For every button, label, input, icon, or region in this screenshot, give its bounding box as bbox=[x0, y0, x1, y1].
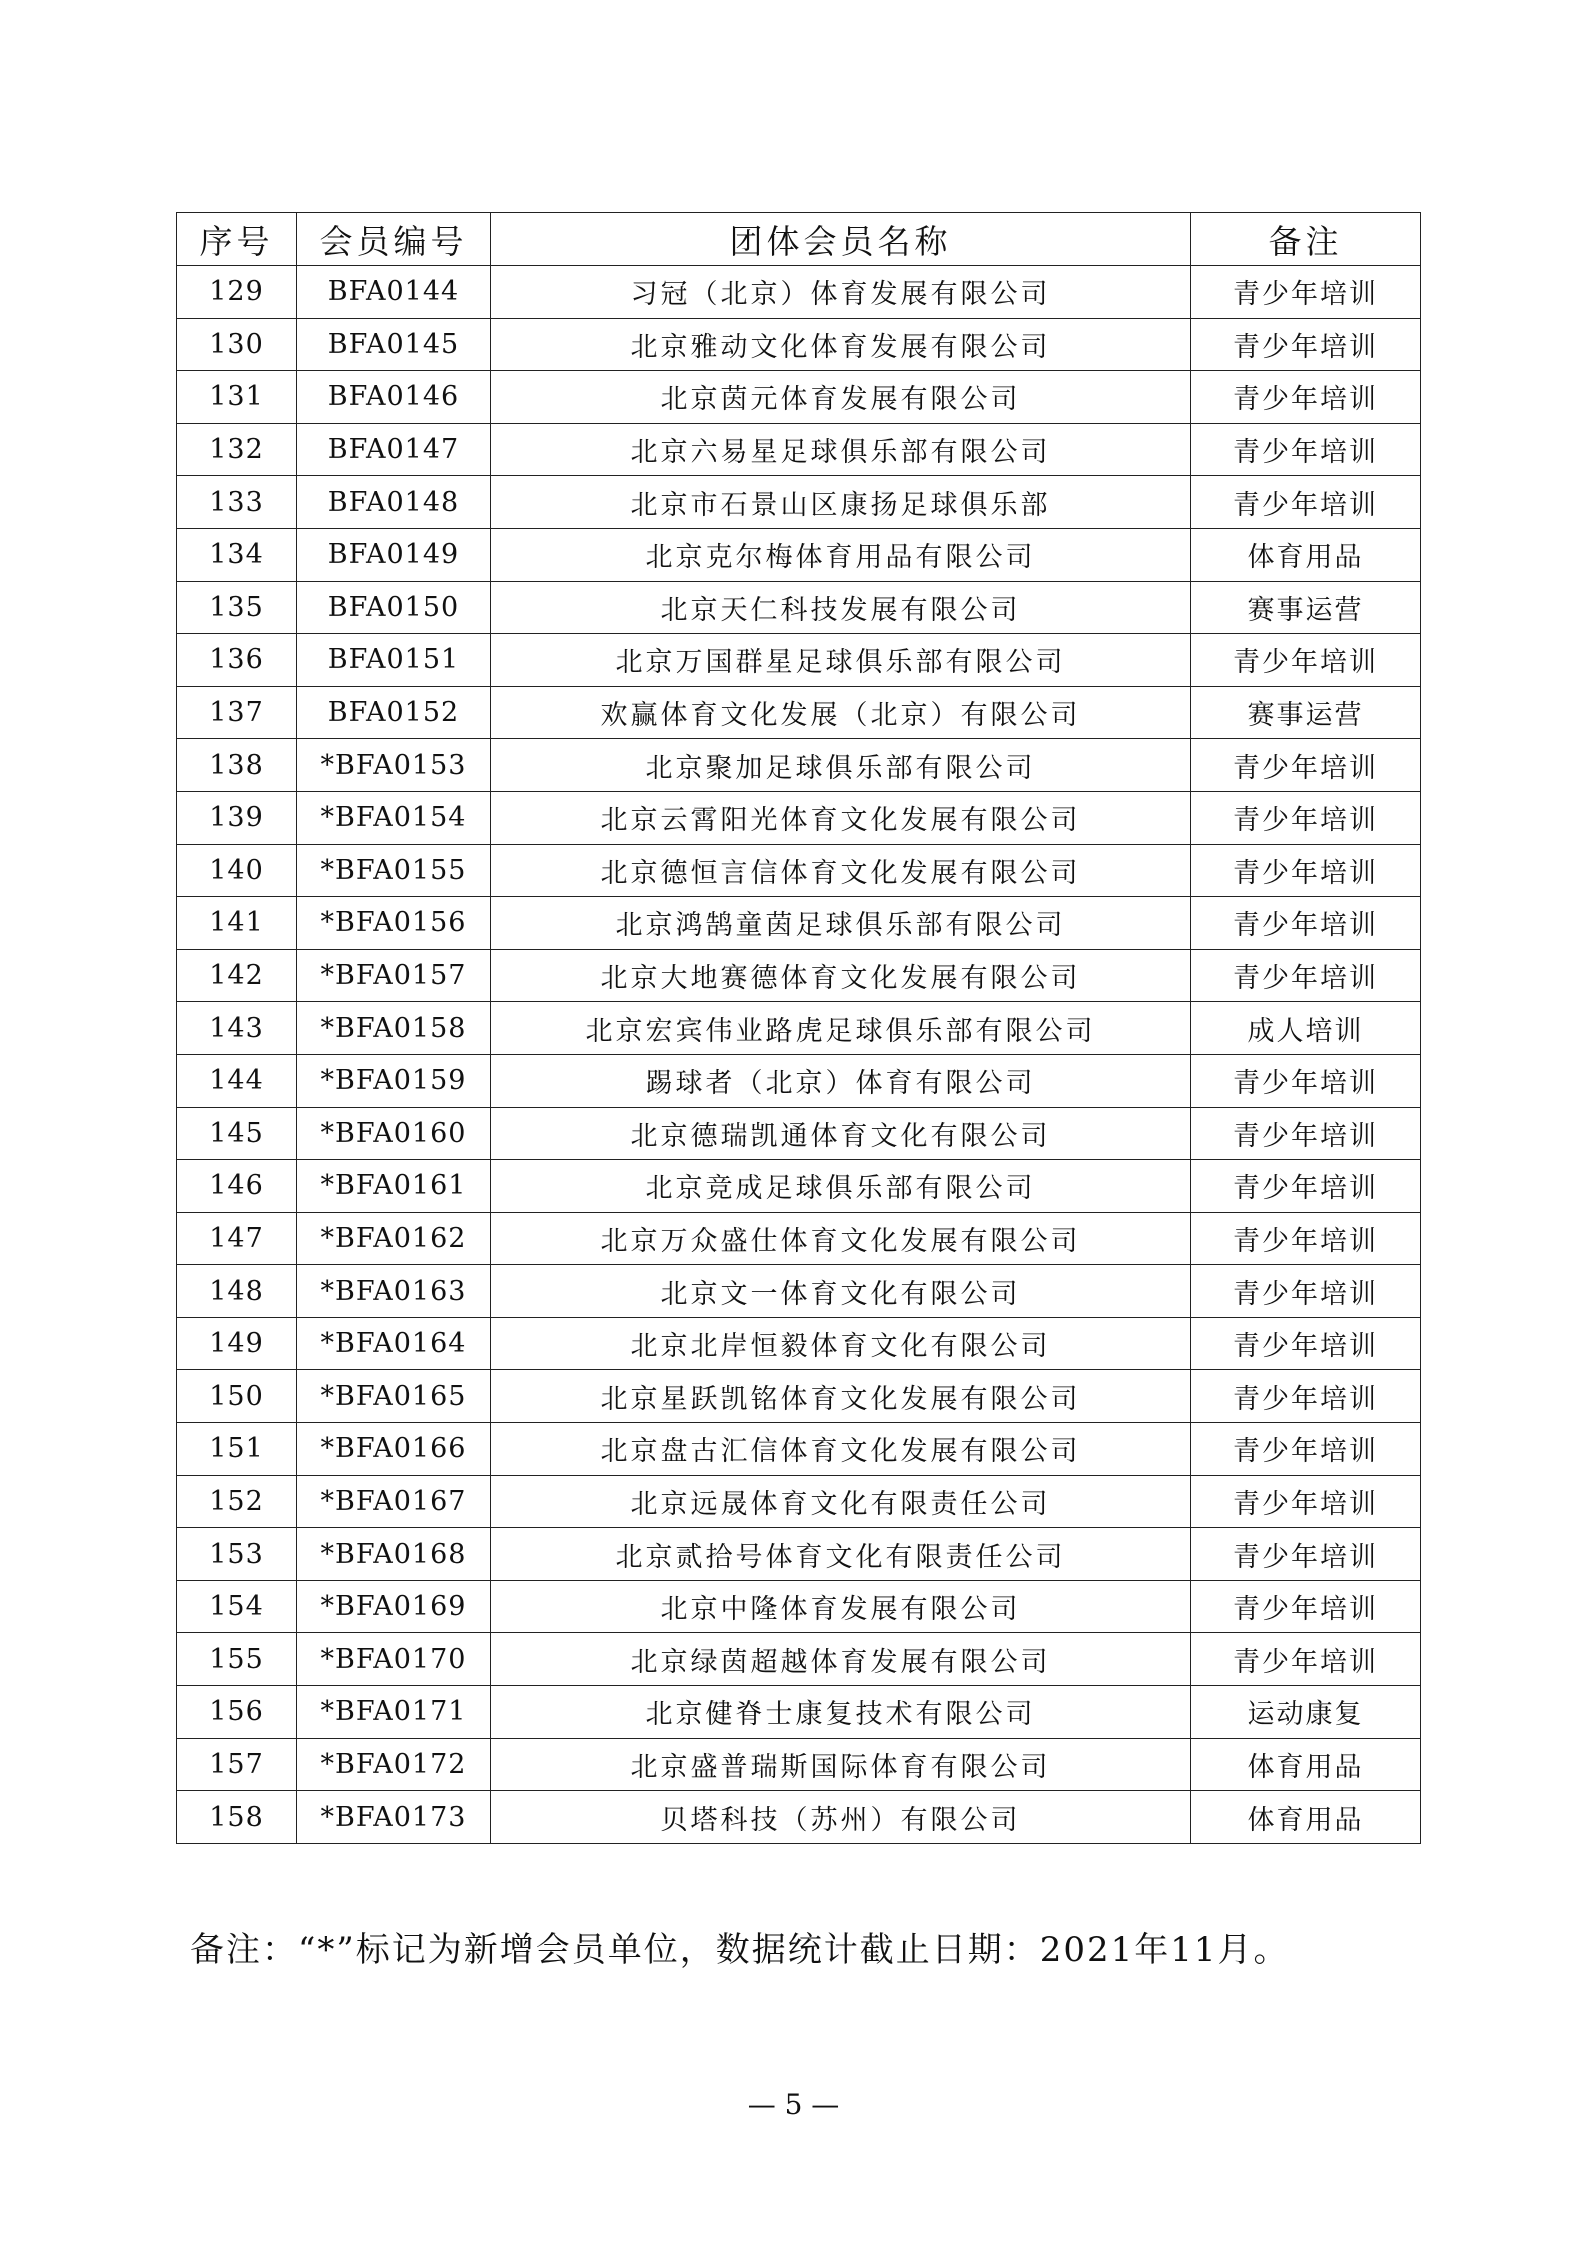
cell-code: *BFA0158 bbox=[297, 1002, 491, 1055]
cell-seq: 140 bbox=[177, 844, 297, 897]
cell-name: 北京贰拾号体育文化有限责任公司 bbox=[491, 1528, 1191, 1581]
cell-code: BFA0150 bbox=[297, 581, 491, 634]
cell-name: 北京星跃凯铭体育文化发展有限公司 bbox=[491, 1370, 1191, 1423]
cell-code: BFA0152 bbox=[297, 686, 491, 739]
cell-name: 踢球者（北京）体育有限公司 bbox=[491, 1054, 1191, 1107]
cell-seq: 148 bbox=[177, 1265, 297, 1318]
cell-code: BFA0149 bbox=[297, 528, 491, 581]
table-row bbox=[177, 634, 1421, 687]
table-row bbox=[177, 1002, 1421, 1055]
table-row bbox=[177, 686, 1421, 739]
cell-seq: 144 bbox=[177, 1054, 297, 1107]
table-row bbox=[177, 949, 1421, 1002]
cell-seq: 149 bbox=[177, 1317, 297, 1370]
table-row bbox=[177, 1738, 1421, 1791]
cell-seq: 155 bbox=[177, 1633, 297, 1686]
table-row bbox=[177, 318, 1421, 371]
cell-remark: 青少年培训 bbox=[1191, 897, 1421, 950]
cell-remark: 青少年培训 bbox=[1191, 1528, 1421, 1581]
cell-name: 北京文一体育文化有限公司 bbox=[491, 1265, 1191, 1318]
cell-remark: 青少年培训 bbox=[1191, 1633, 1421, 1686]
cell-remark: 体育用品 bbox=[1191, 1738, 1421, 1791]
cell-name: 北京克尔梅体育用品有限公司 bbox=[491, 528, 1191, 581]
cell-code: *BFA0154 bbox=[297, 791, 491, 844]
cell-code: BFA0151 bbox=[297, 634, 491, 687]
cell-seq: 133 bbox=[177, 476, 297, 529]
cell-seq: 157 bbox=[177, 1738, 297, 1791]
table-body bbox=[177, 266, 1421, 1844]
cell-code: *BFA0164 bbox=[297, 1317, 491, 1370]
cell-seq: 158 bbox=[177, 1791, 297, 1844]
table-row bbox=[177, 1212, 1421, 1265]
table-row bbox=[177, 1054, 1421, 1107]
footnote: 备注：“*”标记为新增会员单位，数据统计截止日期：2021年11月。 bbox=[190, 1930, 1290, 1970]
cell-seq: 137 bbox=[177, 686, 297, 739]
cell-name: 北京雅动文化体育发展有限公司 bbox=[491, 318, 1191, 371]
table-row bbox=[177, 1160, 1421, 1213]
cell-code: *BFA0166 bbox=[297, 1423, 491, 1476]
cell-seq: 130 bbox=[177, 318, 297, 371]
cell-code: *BFA0153 bbox=[297, 739, 491, 792]
table-row bbox=[177, 266, 1421, 319]
table-row bbox=[177, 1686, 1421, 1739]
cell-code: BFA0147 bbox=[297, 423, 491, 476]
cell-code: *BFA0162 bbox=[297, 1212, 491, 1265]
cell-name: 北京万国群星足球俱乐部有限公司 bbox=[491, 634, 1191, 687]
cell-code: *BFA0170 bbox=[297, 1633, 491, 1686]
cell-remark: 青少年培训 bbox=[1191, 1107, 1421, 1160]
header-name: 团体会员名称 bbox=[491, 213, 1191, 266]
cell-seq: 138 bbox=[177, 739, 297, 792]
cell-remark: 青少年培训 bbox=[1191, 1423, 1421, 1476]
cell-name: 北京六易星足球俱乐部有限公司 bbox=[491, 423, 1191, 476]
cell-name: 北京盛普瑞斯国际体育有限公司 bbox=[491, 1738, 1191, 1791]
cell-name: 贝塔科技（苏州）有限公司 bbox=[491, 1791, 1191, 1844]
cell-code: *BFA0160 bbox=[297, 1107, 491, 1160]
table-row bbox=[177, 1423, 1421, 1476]
table-row bbox=[177, 1633, 1421, 1686]
cell-seq: 132 bbox=[177, 423, 297, 476]
cell-seq: 142 bbox=[177, 949, 297, 1002]
cell-seq: 131 bbox=[177, 371, 297, 424]
table-row bbox=[177, 1475, 1421, 1528]
cell-seq: 136 bbox=[177, 634, 297, 687]
table-row bbox=[177, 897, 1421, 950]
cell-remark: 青少年培训 bbox=[1191, 266, 1421, 319]
cell-name: 北京聚加足球俱乐部有限公司 bbox=[491, 739, 1191, 792]
member-table bbox=[176, 212, 1421, 1844]
cell-code: BFA0146 bbox=[297, 371, 491, 424]
cell-seq: 143 bbox=[177, 1002, 297, 1055]
cell-seq: 151 bbox=[177, 1423, 297, 1476]
cell-code: *BFA0161 bbox=[297, 1160, 491, 1213]
cell-remark: 青少年培训 bbox=[1191, 1317, 1421, 1370]
table-row bbox=[177, 371, 1421, 424]
cell-remark: 体育用品 bbox=[1191, 1791, 1421, 1844]
table-row bbox=[177, 1580, 1421, 1633]
cell-remark: 青少年培训 bbox=[1191, 739, 1421, 792]
cell-remark: 青少年培训 bbox=[1191, 476, 1421, 529]
cell-name: 北京健脊士康复技术有限公司 bbox=[491, 1686, 1191, 1739]
cell-name: 北京德瑞凯通体育文化有限公司 bbox=[491, 1107, 1191, 1160]
cell-remark: 青少年培训 bbox=[1191, 371, 1421, 424]
cell-code: *BFA0168 bbox=[297, 1528, 491, 1581]
table-row bbox=[177, 791, 1421, 844]
cell-code: BFA0148 bbox=[297, 476, 491, 529]
cell-remark: 青少年培训 bbox=[1191, 1054, 1421, 1107]
cell-name: 北京鸿鹄童茵足球俱乐部有限公司 bbox=[491, 897, 1191, 950]
table-header-row bbox=[177, 213, 1421, 266]
cell-remark: 赛事运营 bbox=[1191, 686, 1421, 739]
cell-remark: 青少年培训 bbox=[1191, 1475, 1421, 1528]
cell-name: 北京绿茵超越体育发展有限公司 bbox=[491, 1633, 1191, 1686]
cell-remark: 青少年培训 bbox=[1191, 634, 1421, 687]
cell-remark: 青少年培训 bbox=[1191, 1265, 1421, 1318]
header-code: 会员编号 bbox=[297, 213, 491, 266]
cell-seq: 139 bbox=[177, 791, 297, 844]
table-row bbox=[177, 581, 1421, 634]
table-row bbox=[177, 1317, 1421, 1370]
table-row bbox=[177, 1791, 1421, 1844]
table-row bbox=[177, 739, 1421, 792]
cell-name: 北京宏宾伟业路虎足球俱乐部有限公司 bbox=[491, 1002, 1191, 1055]
cell-code: *BFA0173 bbox=[297, 1791, 491, 1844]
cell-remark: 青少年培训 bbox=[1191, 423, 1421, 476]
cell-code: *BFA0172 bbox=[297, 1738, 491, 1791]
table-row bbox=[177, 1265, 1421, 1318]
cell-remark: 青少年培训 bbox=[1191, 1212, 1421, 1265]
cell-seq: 150 bbox=[177, 1370, 297, 1423]
cell-name: 北京北岸恒毅体育文化有限公司 bbox=[491, 1317, 1191, 1370]
cell-seq: 129 bbox=[177, 266, 297, 319]
cell-code: *BFA0169 bbox=[297, 1580, 491, 1633]
cell-name: 北京盘古汇信体育文化发展有限公司 bbox=[491, 1423, 1191, 1476]
table-row bbox=[177, 476, 1421, 529]
cell-seq: 135 bbox=[177, 581, 297, 634]
cell-seq: 154 bbox=[177, 1580, 297, 1633]
cell-remark: 青少年培训 bbox=[1191, 1370, 1421, 1423]
cell-seq: 156 bbox=[177, 1686, 297, 1739]
cell-code: *BFA0171 bbox=[297, 1686, 491, 1739]
cell-code: *BFA0163 bbox=[297, 1265, 491, 1318]
cell-name: 北京万众盛仕体育文化发展有限公司 bbox=[491, 1212, 1191, 1265]
cell-remark: 赛事运营 bbox=[1191, 581, 1421, 634]
cell-code: *BFA0157 bbox=[297, 949, 491, 1002]
cell-seq: 147 bbox=[177, 1212, 297, 1265]
cell-name: 北京茵元体育发展有限公司 bbox=[491, 371, 1191, 424]
cell-remark: 青少年培训 bbox=[1191, 318, 1421, 371]
cell-seq: 146 bbox=[177, 1160, 297, 1213]
header-remark: 备注 bbox=[1191, 213, 1421, 266]
table-row bbox=[177, 423, 1421, 476]
header-seq: 序号 bbox=[177, 213, 297, 266]
cell-seq: 152 bbox=[177, 1475, 297, 1528]
table-row bbox=[177, 1528, 1421, 1581]
cell-remark: 运动康复 bbox=[1191, 1686, 1421, 1739]
cell-seq: 134 bbox=[177, 528, 297, 581]
table-row bbox=[177, 844, 1421, 897]
cell-code: *BFA0165 bbox=[297, 1370, 491, 1423]
cell-code: *BFA0159 bbox=[297, 1054, 491, 1107]
cell-remark: 青少年培训 bbox=[1191, 1580, 1421, 1633]
cell-code: BFA0144 bbox=[297, 266, 491, 319]
cell-name: 北京竞成足球俱乐部有限公司 bbox=[491, 1160, 1191, 1213]
cell-seq: 153 bbox=[177, 1528, 297, 1581]
cell-name: 习冠（北京）体育发展有限公司 bbox=[491, 266, 1191, 319]
cell-remark: 青少年培训 bbox=[1191, 1160, 1421, 1213]
cell-name: 北京天仁科技发展有限公司 bbox=[491, 581, 1191, 634]
cell-name: 北京大地赛德体育文化发展有限公司 bbox=[491, 949, 1191, 1002]
cell-name: 北京德恒言信体育文化发展有限公司 bbox=[491, 844, 1191, 897]
cell-remark: 青少年培训 bbox=[1191, 791, 1421, 844]
cell-code: BFA0145 bbox=[297, 318, 491, 371]
cell-remark: 体育用品 bbox=[1191, 528, 1421, 581]
cell-remark: 青少年培训 bbox=[1191, 844, 1421, 897]
cell-seq: 141 bbox=[177, 897, 297, 950]
table-row bbox=[177, 528, 1421, 581]
cell-name: 北京云霄阳光体育文化发展有限公司 bbox=[491, 791, 1191, 844]
cell-remark: 青少年培训 bbox=[1191, 949, 1421, 1002]
cell-remark: 成人培训 bbox=[1191, 1002, 1421, 1055]
cell-code: *BFA0155 bbox=[297, 844, 491, 897]
cell-code: *BFA0167 bbox=[297, 1475, 491, 1528]
cell-name: 北京市石景山区康扬足球俱乐部 bbox=[491, 476, 1191, 529]
page-number: — 5 — bbox=[747, 2088, 840, 2121]
table-row bbox=[177, 1107, 1421, 1160]
cell-name: 欢赢体育文化发展（北京）有限公司 bbox=[491, 686, 1191, 739]
cell-seq: 145 bbox=[177, 1107, 297, 1160]
table-row bbox=[177, 1370, 1421, 1423]
cell-name: 北京远晟体育文化有限责任公司 bbox=[491, 1475, 1191, 1528]
cell-name: 北京中隆体育发展有限公司 bbox=[491, 1580, 1191, 1633]
cell-code: *BFA0156 bbox=[297, 897, 491, 950]
